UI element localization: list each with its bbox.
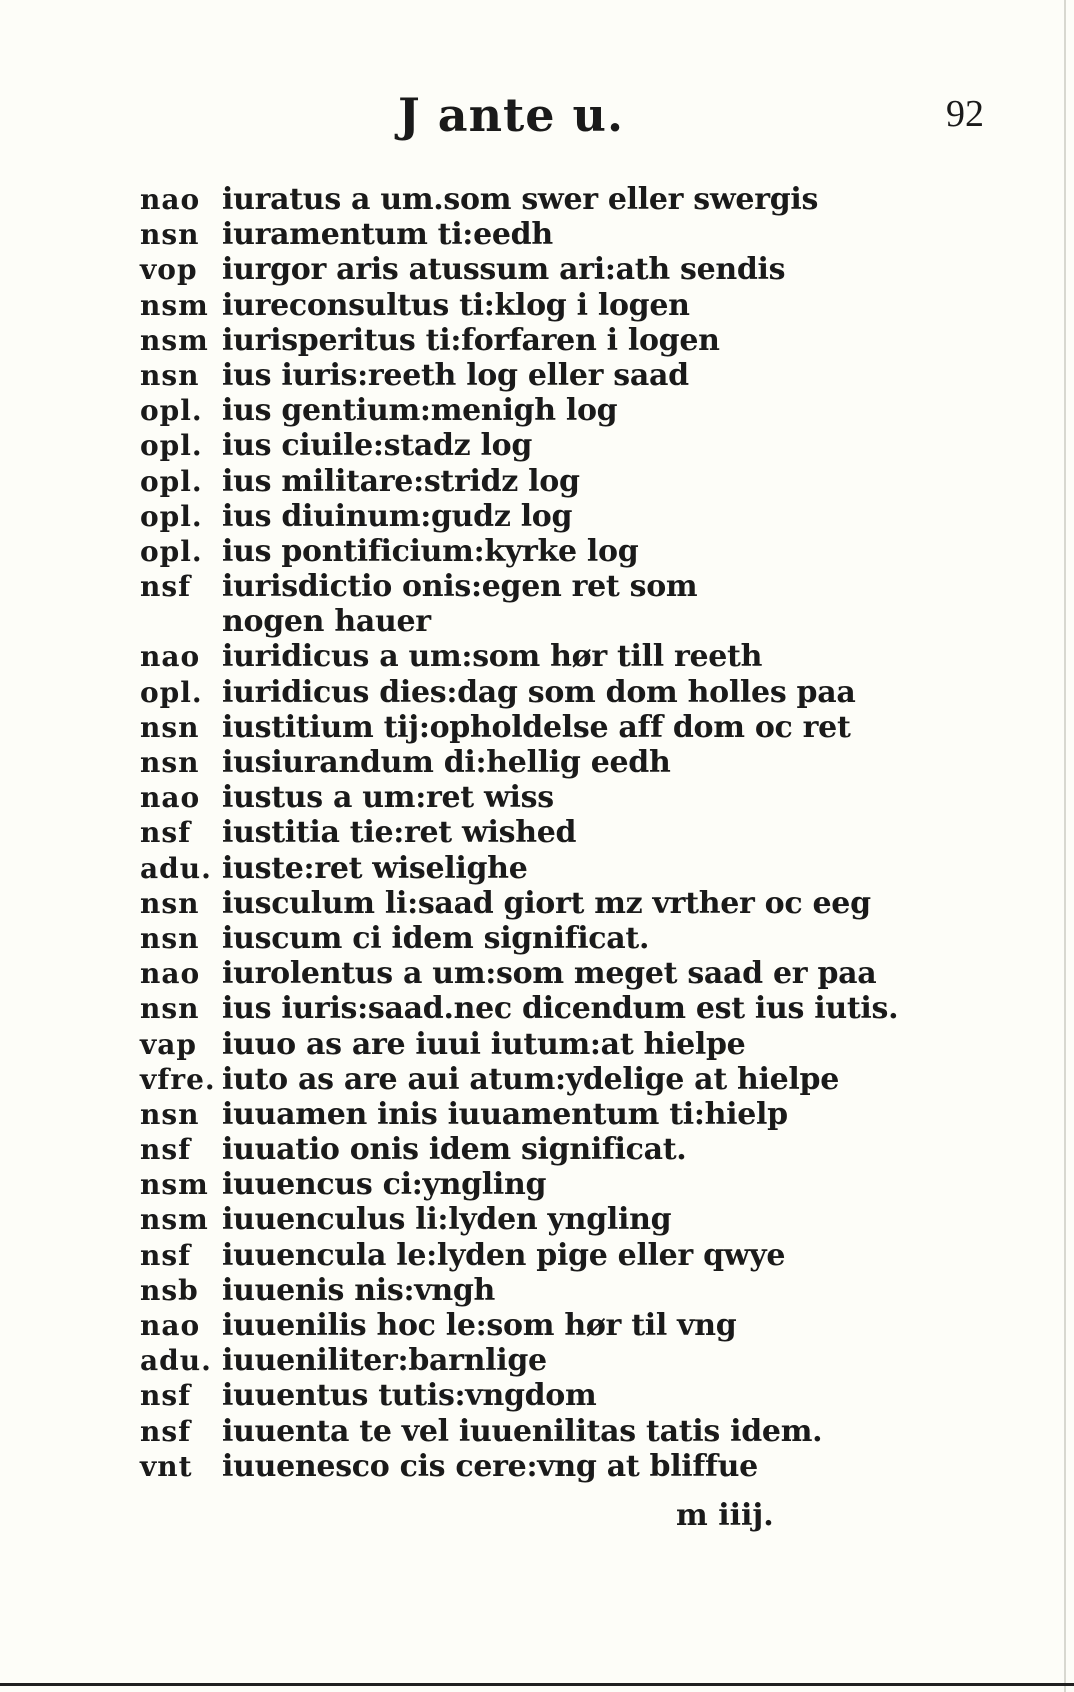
entry-text: iusculum li:saad giort mz vrther oc eeg [222, 885, 871, 921]
dictionary-entry [140, 1378, 1040, 1413]
entry-text: ius gentium:menigh log [222, 393, 618, 429]
entry-code: nsb [140, 1273, 199, 1307]
entry-text: iuuencula le:lyden pige eller qwye [222, 1237, 786, 1273]
page-bottom-border [0, 1683, 1074, 1686]
entry-code: nsm [140, 1203, 209, 1237]
entry-text: ius pontificium:kyrke log [222, 533, 639, 569]
dictionary-entry [140, 1097, 1040, 1132]
entry-code: nao [140, 1309, 201, 1342]
dictionary-entry [140, 1062, 1040, 1097]
entry-text: iuridicus dies:dag som dom holles paa [222, 674, 856, 710]
entry-text: iuscum ci idem significat. [222, 920, 650, 956]
dictionary-entry [140, 1238, 1040, 1273]
dictionary-entry [140, 534, 1040, 569]
entry-code: nsm [140, 288, 209, 322]
dictionary-entries [140, 182, 1040, 1484]
dictionary-entry [140, 182, 1040, 217]
entry-code: opl. [140, 464, 203, 498]
page-edge [1064, 0, 1066, 1692]
entry-code: opl. [140, 429, 203, 463]
dictionary-entry [140, 1132, 1040, 1167]
entry-text: iuuenesco cis cere:vng at bliffue [222, 1448, 758, 1484]
entry-text: iuramentum ti:eedh [222, 217, 553, 253]
entry-code: nsn [140, 358, 200, 392]
dictionary-entry [140, 217, 1040, 252]
entry-text: iuste:ret wiselighe [222, 850, 528, 886]
entry-code: nsm [140, 323, 209, 357]
dictionary-entry [140, 464, 1040, 499]
entry-code: nsn [140, 992, 200, 1026]
dictionary-entry [140, 252, 1040, 287]
catchword-signature: m iiij. [676, 1498, 774, 1533]
entry-code: opl. [140, 675, 203, 709]
entry-code: nao [140, 183, 201, 216]
entry-code: nsf [140, 816, 192, 850]
entry-code: opl. [140, 534, 203, 568]
dictionary-entry [140, 1343, 1040, 1378]
entry-code: opl. [140, 499, 203, 533]
dictionary-entry [140, 569, 1040, 604]
entry-text: iureconsultus ti:klog i logen [222, 287, 690, 323]
entry-text: iurolentus a um:som meget saad er paa [222, 956, 877, 992]
entry-text: iustitium tij:opholdelse aff dom oc ret [222, 709, 851, 745]
entry-text: iuuenta te vel iuuenilitas tatis idem. [222, 1413, 823, 1449]
entry-text: iuuencus ci:yngling [222, 1167, 547, 1203]
entry-text: nogen hauer [222, 604, 431, 640]
entry-text: ius militare:stridz log [222, 463, 580, 499]
entry-text: iuuo as are iuui iutum:at hielpe [222, 1026, 746, 1062]
entry-text: iuuatio onis idem significat. [222, 1132, 687, 1168]
dictionary-entry [140, 393, 1040, 428]
dictionary-entry [140, 639, 1040, 674]
entry-code: nsm [140, 1168, 209, 1202]
dictionary-entry [140, 1308, 1040, 1343]
dictionary-entry [140, 956, 1040, 991]
dictionary-entry [140, 851, 1040, 886]
entry-code: vnt [140, 1449, 193, 1483]
entry-text: ius iuris:saad.nec dicendum est ius iutis. [222, 991, 899, 1027]
page-number: 92 [946, 93, 984, 135]
entry-code: nsf [140, 1414, 192, 1448]
dictionary-entry [140, 710, 1040, 745]
dictionary-entry [140, 921, 1040, 956]
entry-code: nsf [140, 1133, 192, 1167]
entry-code: nao [140, 640, 201, 674]
entry-text: iuratus a um.som swer eller swergis [222, 182, 819, 217]
entry-code: nsn [140, 1097, 200, 1131]
dictionary-entry [140, 428, 1040, 463]
entry-code: vap [140, 1027, 197, 1061]
entry-code: vop [140, 253, 198, 287]
entry-code: nsn [140, 710, 200, 744]
entry-text: iurisdictio onis:egen ret som [222, 569, 698, 605]
dictionary-entry [140, 1414, 1040, 1449]
entry-code: opl. [140, 394, 203, 428]
entry-text: iuto as are aui atum:ydelige at hielpe [222, 1061, 839, 1097]
dictionary-entry [140, 991, 1040, 1026]
entry-code: nsn [140, 886, 200, 920]
entry-code: nsn [140, 746, 200, 779]
entry-code: nsn [140, 218, 200, 252]
dictionary-entry [140, 1449, 1040, 1484]
dictionary-entry [140, 499, 1040, 534]
entry-text: iuridicus a um:som hør till reeth [222, 639, 763, 675]
entry-text: iustus a um:ret wiss [222, 780, 554, 816]
entry-text: ius ciuile:stadz log [222, 428, 532, 464]
dictionary-entry [140, 745, 1040, 780]
dictionary-entry [140, 780, 1040, 815]
entry-code: nsf [140, 570, 192, 604]
dictionary-entry [140, 1167, 1040, 1202]
entry-text: iuuenilis hoc le:som hør til vng [222, 1308, 737, 1343]
entry-text: iuueniliter:barnlige [222, 1343, 547, 1379]
dictionary-entry [140, 1202, 1040, 1237]
entry-code: adu. [140, 851, 212, 885]
entry-text: iurisperitus ti:forfaren i logen [222, 322, 720, 358]
entry-code: nao [140, 957, 201, 991]
dictionary-entry [140, 1273, 1040, 1308]
dictionary-entry [140, 886, 1040, 921]
dictionary-entry [140, 358, 1040, 393]
entry-code: nao [140, 781, 201, 815]
entry-text: ius diuinum:gudz log [222, 498, 573, 534]
dictionary-entry [140, 323, 1040, 358]
entry-code: nsf [140, 1238, 192, 1272]
dictionary-entry [140, 1027, 1040, 1062]
entry-code: adu. [140, 1344, 212, 1378]
dictionary-entry [140, 675, 1040, 710]
entry-text: iustitia tie:ret wished [222, 815, 577, 851]
entry-text: iurgor aris atussum ari:ath sendis [222, 252, 786, 288]
dictionary-entry-continuation [140, 604, 1040, 639]
dictionary-entry [140, 288, 1040, 323]
entry-code: nsn [140, 921, 200, 955]
entry-text: iuuamen inis iuuamentum ti:hielp [222, 1096, 788, 1132]
page-title: J ante u. [398, 88, 625, 142]
entry-text: iuuenis nis:vngh [222, 1272, 496, 1308]
dictionary-entry [140, 815, 1040, 850]
entry-text: iuuenculus li:lyden yngling [222, 1202, 672, 1238]
entry-text: iuuentus tutis:vngdom [222, 1378, 597, 1414]
entry-text: iusiurandum di:hellig eedh [222, 745, 671, 780]
entry-code: nsf [140, 1379, 192, 1413]
entry-text: ius iuris:reeth log eller saad [222, 357, 689, 393]
entry-code: vfre. [140, 1062, 216, 1096]
